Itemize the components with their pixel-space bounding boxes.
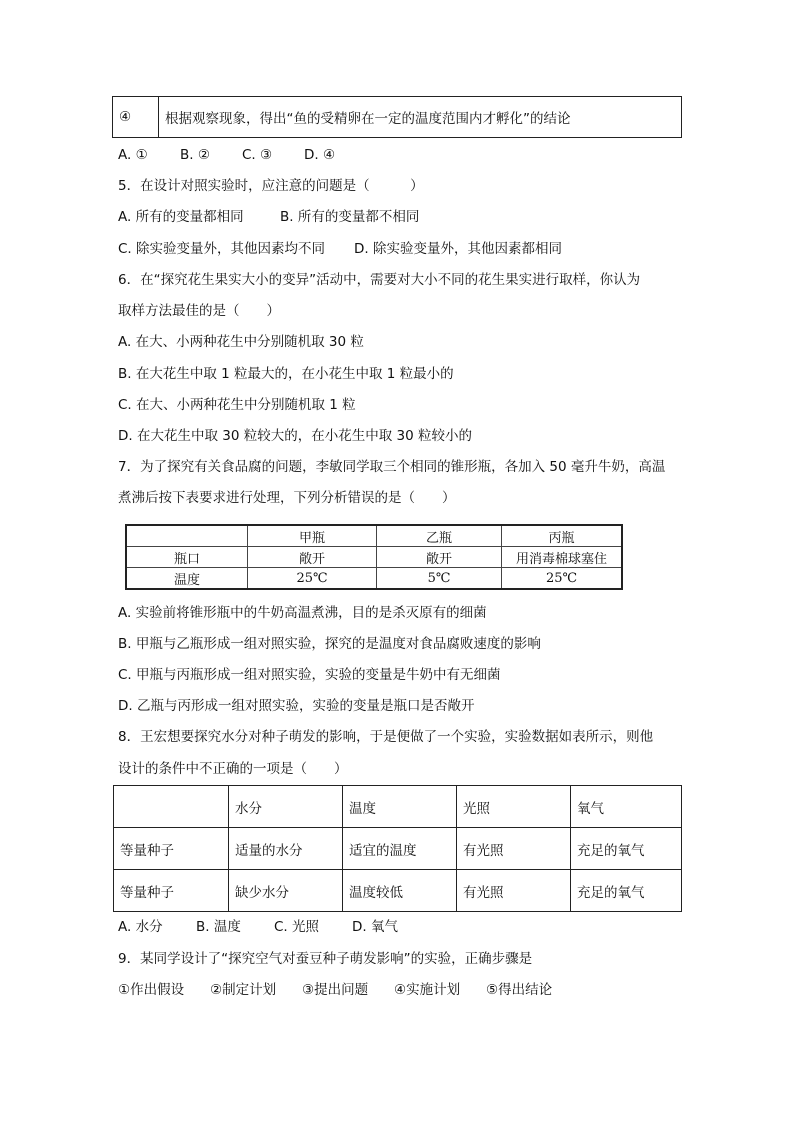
table-cell: 温度较低	[343, 870, 457, 912]
option: D. 在大花生中取 30 粒较大的，在小花生中取 30 粒较小的	[118, 428, 472, 444]
table-cell: 丙瓶	[502, 525, 623, 547]
option: C. 除实验变量外，其他因素均不同	[118, 241, 326, 257]
table-cell: 5℃	[377, 568, 502, 590]
table-cell: 水分	[229, 786, 343, 828]
option: A. 所有的变量都相同	[118, 209, 244, 225]
table-cell: 温度	[343, 786, 457, 828]
table-cell: 适量的水分	[229, 828, 343, 870]
step: ③提出问题	[302, 982, 369, 998]
table-cell: 光照	[457, 786, 571, 828]
table-cell: 敞开	[248, 547, 377, 568]
question-stem-cont: 取样方法最佳的是（ ）	[118, 303, 280, 319]
option: D. 氧气	[352, 919, 398, 935]
table-cell: 25℃	[248, 568, 377, 590]
question-stem: 8．王宏想要探究水分对种子萌发的影响，于是便做了一个实验，实验数据如表所示，则他	[118, 729, 654, 745]
table-row	[114, 828, 682, 870]
q5-options-cd	[118, 240, 562, 258]
option: B. 在大花生中取 1 粒最大的，在小花生中取 1 粒最小的	[118, 366, 454, 382]
option: A. 在大、小两种花生中分别随机取 30 粒	[118, 334, 364, 350]
question-stem: 9．某同学设计了“探究空气对蚕豆种子萌发影响”的实验，正确步骤是	[118, 951, 533, 967]
table-cell: 温度	[126, 568, 248, 590]
table-cell	[114, 786, 229, 828]
question-stem-cont: 设计的条件中不正确的一项是（ ）	[118, 761, 348, 777]
table-cell: 有光照	[457, 828, 571, 870]
option: B. 所有的变量都不相同	[280, 209, 420, 225]
table-cell	[126, 525, 248, 547]
table-cell: 充足的氧气	[571, 870, 682, 912]
q8-table	[113, 785, 682, 912]
q4-options	[118, 146, 335, 164]
step: ②制定计划	[210, 982, 277, 998]
q8-options	[118, 918, 398, 936]
table-cell: 甲瓶	[248, 525, 377, 547]
table-cell: 适宜的温度	[343, 828, 457, 870]
option: D. 乙瓶与丙形成一组对照实验，实验的变量是瓶口是否敞开	[118, 698, 475, 714]
question-stem: 5．在设计对照实验时，应注意的问题是（ ）	[118, 178, 424, 194]
option: D. 除实验变量外，其他因素都相同	[354, 241, 562, 257]
top-table-num: ④	[113, 97, 159, 138]
option: C. 在大、小两种花生中分别随机取 1 粒	[118, 397, 356, 413]
step: ④实施计划	[394, 982, 461, 998]
table-cell: 氧气	[571, 786, 682, 828]
table-cell: 等量种子	[114, 870, 229, 912]
question-stem: 6．在“探究花生果实大小的变异”活动中，需要对大小不同的花生果实进行取样，你认为	[118, 272, 641, 288]
option: B. ②	[180, 147, 210, 163]
option: C. ③	[242, 147, 273, 163]
option: C. 甲瓶与丙瓶形成一组对照实验，实验的变量是牛奶中有无细菌	[118, 667, 501, 683]
q7-table	[125, 524, 623, 590]
question-stem: 7．为了探究有关食品腐的问题，李敏同学取三个相同的锥形瓶，各加入 50 毫升牛奶，高温	[118, 459, 666, 475]
table-row	[126, 568, 622, 590]
top-table-text: 根据观察现象，得出“鱼的受精卵在一定的温度范围内才孵化”的结论	[159, 97, 682, 138]
table-cell: 充足的氧气	[571, 828, 682, 870]
option: B. 温度	[196, 919, 241, 935]
option: A. ①	[118, 147, 148, 163]
table-row	[114, 870, 682, 912]
table-cell: 等量种子	[114, 828, 229, 870]
table-cell: 缺少水分	[229, 870, 343, 912]
table-cell: 乙瓶	[377, 525, 502, 547]
option: B. 甲瓶与乙瓶形成一组对照实验，探究的是温度对食品腐败速度的影响	[118, 636, 541, 652]
q5-options-ab	[118, 208, 419, 226]
step: ⑤得出结论	[486, 982, 553, 998]
option: A. 实验前将锥形瓶中的牛奶高温煮沸，目的是杀灭原有的细菌	[118, 605, 487, 621]
step: ①作出假设	[118, 982, 185, 998]
option: A. 水分	[118, 919, 163, 935]
top-table	[112, 96, 682, 138]
table-cell: 用消毒棉球塞住	[502, 547, 623, 568]
table-cell: 瓶口	[126, 547, 248, 568]
option: D. ④	[304, 147, 336, 163]
option: C. 光照	[274, 919, 320, 935]
question-stem-cont: 煮沸后按下表要求进行处理，下列分析错误的是（ ）	[118, 490, 456, 506]
table-header-row	[126, 525, 622, 547]
table-cell: 25℃	[502, 568, 623, 590]
table-header-row	[114, 786, 682, 828]
q9-steps	[118, 981, 552, 999]
table-row	[126, 547, 622, 568]
table-cell: 有光照	[457, 870, 571, 912]
table-cell: 敞开	[377, 547, 502, 568]
